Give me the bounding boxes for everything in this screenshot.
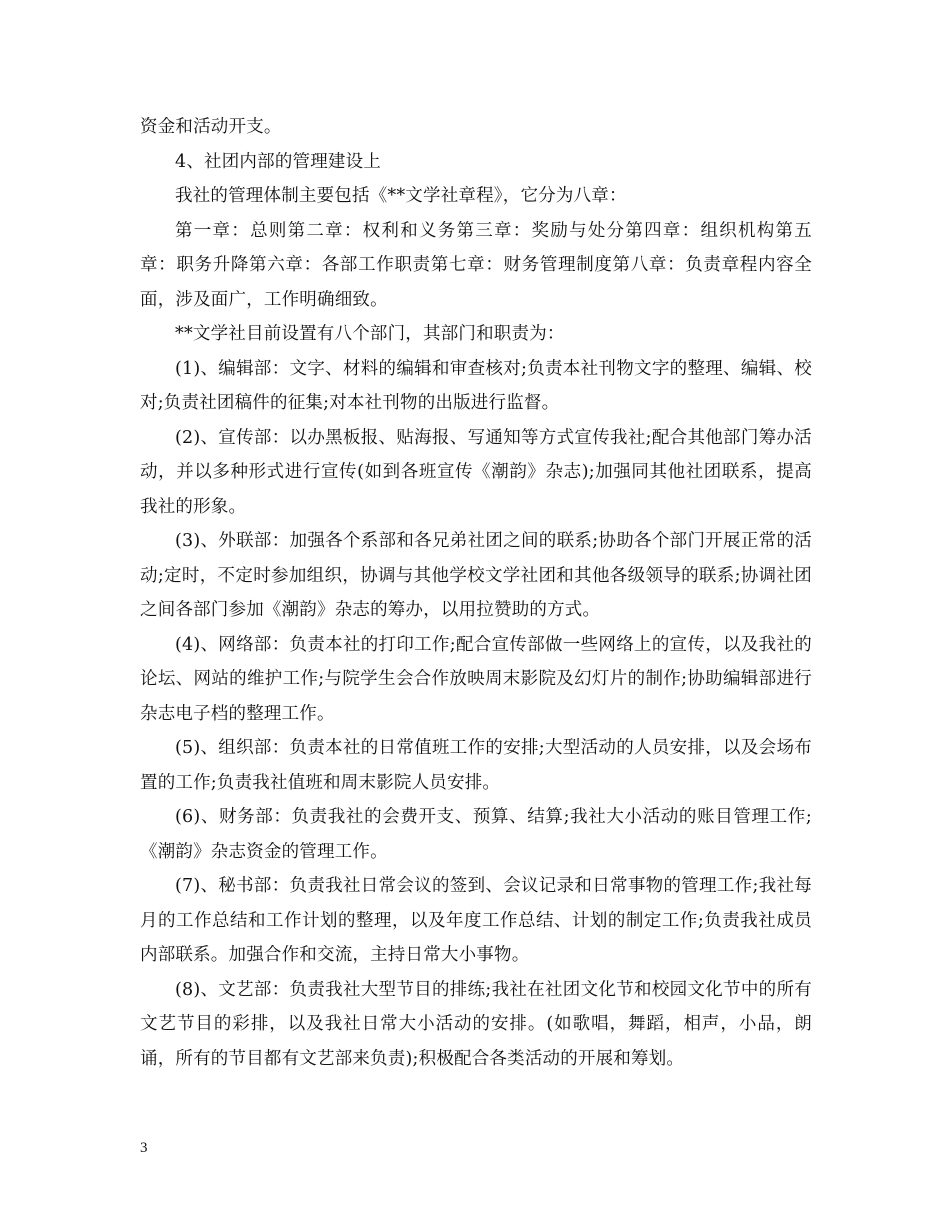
- paragraph-arts-dept: (8)、文艺部：负责我社大型节目的排练;我社在社团文化节和校园文化节中的所有文艺节目的彩排，以及我社日常大小活动的安排。(如歌唱，舞蹈，相声，小品，朗诵，所有的节目都有文艺部来负责);积极配合各类活动的开展和筹划。: [140, 979, 812, 1069]
- document-body: [140, 110, 812, 1076]
- paragraph-liaison-dept: (3)、外联部：加强各个系部和各兄弟社团之间的联系;协助各个部门开展正常的活动;定时，不定时参加组织，协调与其他学校文学社团和其他各级领导的联系;协调社团之间各部门参加《潮韵》杂志的筹办，以用拉赞助的方式。: [140, 531, 812, 620]
- section-heading-management: 4、社团内部的管理建设上: [175, 151, 382, 172]
- paragraph-finance-dept: (6)、财务部：负责我社的会费开支、预算、结算;我社大小活动的账目管理工作;《潮韵》杂志资金的管理工作。: [140, 807, 812, 862]
- paragraph-organization-dept: (5)、组织部：负责本社的日常值班工作的安排;大型活动的人员安排，以及会场布置的工作;负责我社值班和周末影院人员安排。: [140, 738, 812, 793]
- paragraph-charter-chapters: 第一章：总则第二章：权利和义务第三章：奖励与处分第四章：组织机构第五章：职务升降第六章：各部工作职责第七章：财务管理制度第八章：负责章程内容全面，涉及面广，工作明确细致。: [140, 220, 812, 310]
- paragraph-continuation: 资金和活动开支。: [140, 117, 282, 137]
- paragraph-publicity-dept: (2)、宣传部：以办黑板报、贴海报、写通知等方式宣传我社;配合其他部门筹办活动，并以多种形式进行宣传(如到各班宣传《潮韵》杂志);加强同其他社团联系，提高我社的形象。: [140, 427, 812, 517]
- paragraph-secretariat-dept: (7)、秘书部：负责我社日常会议的签到、会议记录和日常事物的管理工作;我社每月的工作总结和工作计划的整理，以及年度工作总结、计划的制定工作;负责我社成员内部联系。加强合作和交流，主持日常大小事物。: [140, 876, 812, 965]
- paragraph-editorial-dept: (1)、编辑部：文字、材料的编辑和审查核对;负责本社刊物文字的整理、编辑、校对;负责社团稿件的征集;对本社刊物的出版进行监督。: [140, 358, 812, 413]
- paragraph-charter-intro: 我社的管理体制主要包括《**文学社章程》，它分为八章：: [175, 186, 627, 206]
- page-number: 3: [140, 1140, 148, 1156]
- paragraph-network-dept: (4)、网络部：负责本社的打印工作;配合宣传部做一些网络上的宣传，以及我社的论坛、网站的维护工作;与院学生会合作放映周末影院及幻灯片的制作;协助编辑部进行杂志电子档的整理工作。: [140, 634, 812, 724]
- paragraph-departments-intro: **文学社目前设置有八个部门，其部门和职责为：: [175, 324, 565, 344]
